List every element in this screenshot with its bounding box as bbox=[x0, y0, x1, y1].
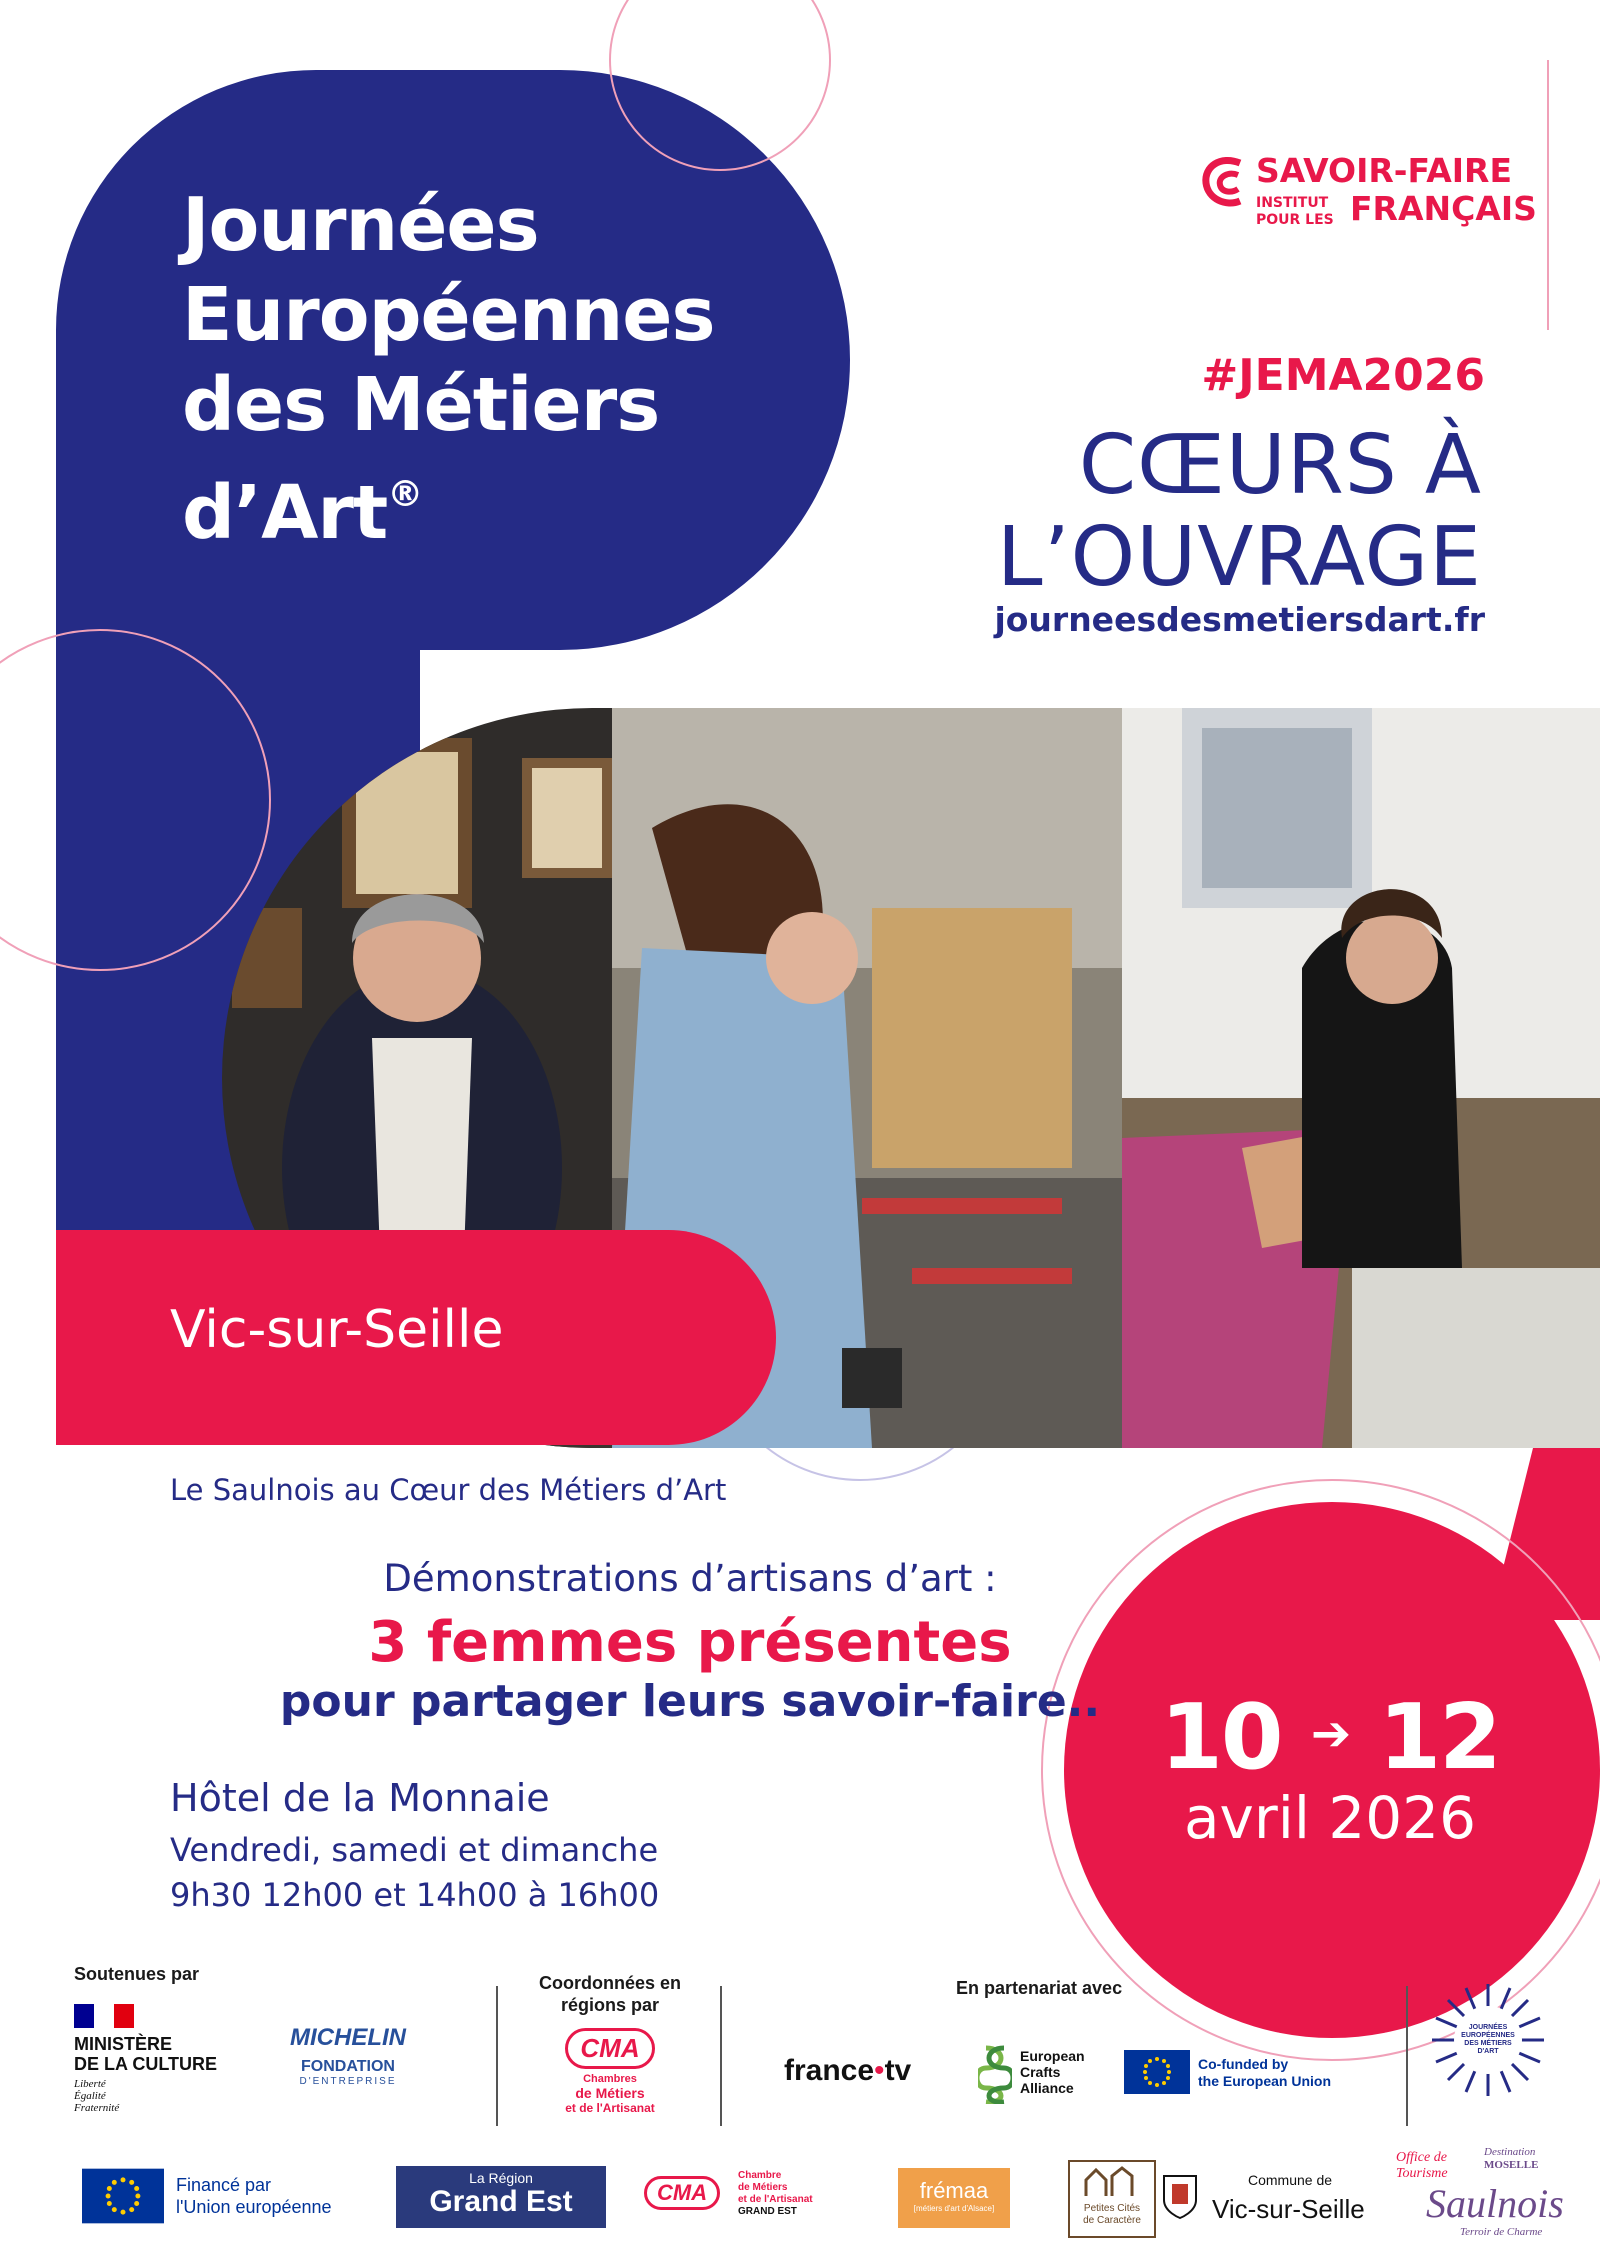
cma2-line-1: Chambre bbox=[738, 2170, 782, 2181]
date-month: avril 2026 bbox=[1184, 1784, 1476, 1852]
footer-divider-2 bbox=[720, 1986, 722, 2126]
event-dates bbox=[1140, 1685, 1520, 1852]
grand-est-logo bbox=[396, 2166, 606, 2228]
footer-divider-3 bbox=[1406, 1986, 1408, 2126]
eu-financed-line-1: Financé par bbox=[176, 2175, 272, 2195]
jema-badge-logo bbox=[1428, 1980, 1548, 2100]
petites-cites-line-1: Petites Cités bbox=[1083, 2203, 1141, 2214]
theme-title bbox=[882, 420, 1482, 604]
european-crafts-alliance-logo bbox=[978, 2044, 1108, 2104]
right-red-shape bbox=[1490, 1420, 1600, 1620]
motto-fraternite: Fraternité bbox=[74, 2102, 120, 2114]
ministere-line-1: MINISTÈRE bbox=[74, 2034, 173, 2054]
coat-of-arms-icon bbox=[1162, 2174, 1198, 2220]
commune-name: Vic-sur-Seille bbox=[1212, 2194, 1365, 2224]
eca-line-1: European bbox=[1020, 2048, 1085, 2064]
francetv-dot: • bbox=[874, 2054, 885, 2087]
francetv-logo bbox=[784, 2054, 911, 2088]
fremaa-logo bbox=[898, 2168, 1010, 2228]
brand-small-text: INSTITUT POUR LES bbox=[1256, 195, 1334, 228]
petites-cites-icon bbox=[1082, 2166, 1142, 2198]
eca-line-2: Crafts bbox=[1020, 2064, 1061, 2080]
eu-financed-line-2: l'Union européenne bbox=[176, 2197, 332, 2217]
grand-est-line-1: La Région bbox=[469, 2170, 533, 2186]
savoir-faire-icon bbox=[1200, 155, 1250, 211]
title-line-2: Européennes bbox=[182, 272, 715, 358]
cma2-line-3: et de l'Artisanat bbox=[738, 2194, 813, 2205]
cma2-abbr: CMA bbox=[644, 2176, 720, 2210]
demo-highlight: 3 femmes présentes bbox=[368, 1610, 1012, 1675]
title-line-4: d’Art bbox=[182, 470, 388, 556]
event-subtitle: Le Saulnois au Cœur des Métiers d’Art bbox=[170, 1473, 727, 1507]
town-name: Vic-sur-Seille bbox=[170, 1300, 504, 1360]
francetv-name-1: france bbox=[784, 2054, 875, 2087]
jema-badge-line-3: DES MÉTIERS bbox=[1464, 2040, 1512, 2047]
cma-logo bbox=[540, 2028, 680, 2128]
eca-line-3: Alliance bbox=[1020, 2080, 1074, 2096]
event-hours: 9h30 12h00 et 14h00 à 16h00 bbox=[170, 1876, 660, 1914]
venue-name: Hôtel de la Monnaie bbox=[170, 1776, 550, 1820]
photo-artisan-leather bbox=[1122, 708, 1600, 1448]
partnership-label: En partenariat avec bbox=[956, 1978, 1123, 1998]
cma-line-3: et de l'Artisanat bbox=[565, 2101, 655, 2115]
petites-cites-logo bbox=[1068, 2160, 1156, 2238]
fremaa-sub: [métiers d'art d'Alsace] bbox=[913, 2204, 995, 2213]
theme-line-1: CŒURS À bbox=[1078, 418, 1482, 513]
saulnois-tag: Terroir de Charme bbox=[1460, 2226, 1543, 2238]
arrow-right-icon: ➔ bbox=[1310, 1706, 1350, 1762]
saulnois-office-2: Tourisme bbox=[1396, 2166, 1448, 2181]
eu-cofunded-logo bbox=[1124, 2050, 1354, 2100]
michelin-line-2: D'ENTREPRISE bbox=[299, 2076, 397, 2087]
supported-by-label: Soutenues par bbox=[74, 1964, 200, 1984]
jema-badge-line-4: D'ART bbox=[1477, 2048, 1499, 2055]
eu-financed-logo bbox=[82, 2168, 372, 2228]
eca-knot-icon bbox=[978, 2044, 1012, 2104]
petites-cites-line-2: de Caractère bbox=[1083, 2215, 1141, 2226]
motto-liberte: Liberté bbox=[74, 2078, 106, 2090]
saulnois-dest-1: Destination bbox=[1484, 2146, 1536, 2158]
ministere-line-2: DE LA CULTURE bbox=[74, 2054, 217, 2074]
saulnois-dest-2: MOSELLE bbox=[1484, 2159, 1539, 2171]
town-banner bbox=[56, 1230, 776, 1445]
website-link[interactable]: journeesdesmetiersdart.fr bbox=[994, 600, 1485, 639]
michelin-name: MICHELIN bbox=[290, 2024, 406, 2051]
cma2-line-2: de Métiers bbox=[738, 2182, 788, 2193]
date-end: 12 bbox=[1378, 1685, 1500, 1790]
eu-cofunded-line-1: Co-funded by bbox=[1198, 2056, 1289, 2072]
eu-cofunded-line-2: the European Union bbox=[1198, 2073, 1331, 2089]
cma-line-2: de Métiers bbox=[575, 2085, 645, 2101]
cma-grand-est-logo bbox=[644, 2170, 824, 2230]
savoir-faire-logo bbox=[1200, 145, 1537, 255]
event-days: Vendredi, samedi et dimanche bbox=[170, 1831, 659, 1869]
saulnois-office-1: Office de bbox=[1396, 2150, 1447, 2165]
saulnois-tourism-logo bbox=[1396, 2146, 1576, 2246]
title-line-1: Journées bbox=[182, 182, 539, 268]
registered-mark: ® bbox=[387, 474, 423, 515]
eu-flag-icon-2 bbox=[82, 2168, 164, 2224]
coordination-label: Coordonnées en régions par bbox=[538, 1973, 681, 2015]
francetv-name-2: tv bbox=[884, 2054, 912, 2087]
cma-line-1: Chambres bbox=[583, 2073, 637, 2085]
commune-label: Commune de bbox=[1248, 2172, 1333, 2188]
title-line-3: des Métiers bbox=[182, 362, 660, 448]
theme-line-2: L’OUVRAGE bbox=[996, 510, 1482, 605]
motto-egalite: Égalité bbox=[74, 2090, 106, 2102]
jema-badge-line-2: EUROPÉENNES bbox=[1461, 2032, 1515, 2039]
demo-line-1: Démonstrations d’artisans d’art : bbox=[383, 1557, 997, 1600]
hashtag: #JEMA2026 bbox=[1201, 350, 1485, 401]
cma2-line-4: GRAND EST bbox=[738, 2206, 797, 2217]
marianne-flag-icon bbox=[74, 2004, 134, 2028]
eu-flag-icon bbox=[1124, 2050, 1190, 2094]
cma-abbr: CMA bbox=[565, 2028, 654, 2069]
demo-line-2: pour partager leurs savoir-faire.. bbox=[279, 1676, 1101, 1727]
michelin-foundation-logo bbox=[278, 2024, 418, 2114]
grand-est-line-2: Grand Est bbox=[429, 2185, 573, 2218]
date-start: 10 bbox=[1160, 1685, 1282, 1790]
event-title bbox=[182, 180, 822, 558]
ministere-culture-logo bbox=[74, 2004, 254, 2114]
commune-vic-logo bbox=[1162, 2172, 1412, 2232]
brand-line-1: SAVOIR-FAIRE bbox=[1256, 151, 1512, 190]
saulnois-name: Saulnois bbox=[1426, 2181, 1564, 2226]
fremaa-name: frémaa bbox=[919, 2178, 989, 2203]
michelin-line-1: FONDATION bbox=[301, 2058, 395, 2075]
brand-line-2: FRANÇAIS bbox=[1350, 189, 1537, 228]
footer-divider-1 bbox=[496, 1986, 498, 2126]
jema-badge-line-1: JOURNÉES bbox=[1468, 2024, 1508, 2031]
